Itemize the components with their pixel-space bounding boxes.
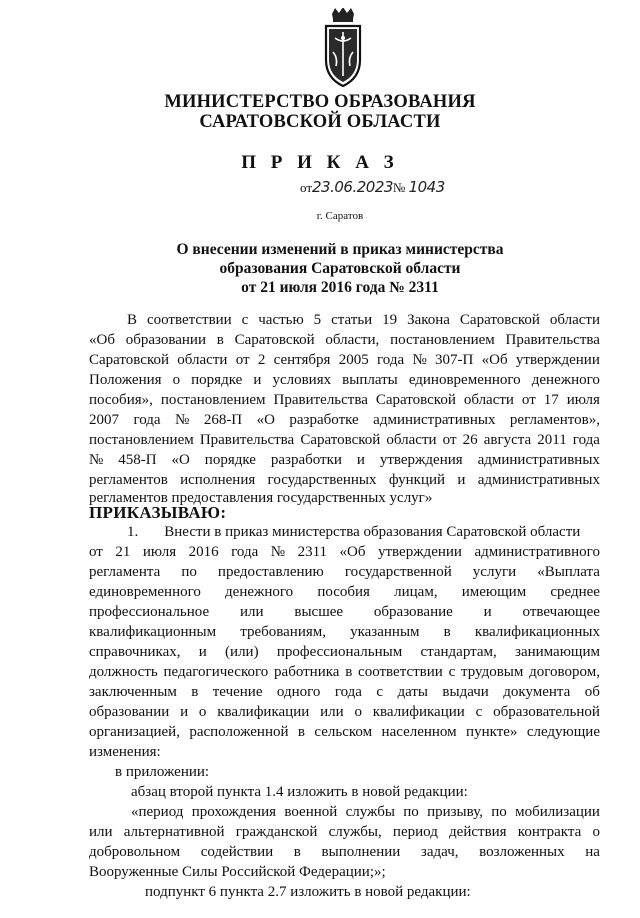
word: добровольном xyxy=(89,844,181,860)
word: и xyxy=(198,644,207,660)
quote-line xyxy=(89,842,600,862)
word: населенном xyxy=(381,724,457,740)
subpoint-line: подпункт 6 пункта 2.7 изложить в новой редакции: xyxy=(145,884,471,900)
word: профессиональным xyxy=(276,644,403,660)
word: выполнении xyxy=(321,844,401,860)
word: соответствии xyxy=(146,312,232,328)
word: услуги xyxy=(472,564,517,580)
word: возложенных xyxy=(479,844,565,860)
word: с xyxy=(376,684,384,700)
word: статьи xyxy=(331,312,373,328)
word: занимающим xyxy=(515,644,600,660)
preamble-line xyxy=(89,350,600,370)
word: 2005 xyxy=(338,352,369,368)
word: регламентов xyxy=(89,472,168,488)
item-1-line xyxy=(89,622,600,642)
word: Саратовской xyxy=(459,312,540,328)
word: в xyxy=(443,624,451,640)
preamble-line: регламентов предоставления государственных услуг» xyxy=(89,490,433,506)
word: сельском xyxy=(314,724,373,740)
word: о xyxy=(354,704,362,720)
word: Саратовской xyxy=(89,352,169,368)
subject-line-2: образования Саратовской области xyxy=(219,260,461,277)
word: по xyxy=(403,804,419,820)
word: регламента xyxy=(89,564,161,580)
word: Правительства xyxy=(199,432,295,448)
word: «Об xyxy=(339,544,366,560)
subject-line-1: О внесении изменений в приказ министерства xyxy=(176,241,504,258)
word: выдачи xyxy=(442,684,489,700)
word: 458-П xyxy=(118,452,157,468)
preamble-line xyxy=(127,310,600,330)
word: 2 xyxy=(257,352,266,368)
word: соответствии xyxy=(358,664,443,680)
word: отвечающее xyxy=(522,604,600,620)
word: требованиям, xyxy=(240,624,326,640)
preamble-line xyxy=(89,330,600,350)
word: административных xyxy=(373,412,496,428)
word: образование xyxy=(373,604,453,620)
word: договором, xyxy=(529,664,600,680)
word: июля xyxy=(142,544,177,560)
word: и xyxy=(457,472,466,488)
word: альтернативной xyxy=(123,824,225,840)
word: образовании xyxy=(89,704,170,720)
word: от xyxy=(521,392,536,408)
word: Закона xyxy=(407,312,450,328)
item-1-line xyxy=(89,562,600,582)
word: даты xyxy=(397,684,428,700)
word: постановлением xyxy=(89,432,194,448)
word: В xyxy=(127,312,138,328)
order-title: П Р И К А З xyxy=(241,152,399,173)
word: задач, xyxy=(420,844,459,860)
word: года xyxy=(133,412,161,428)
word: военной xyxy=(284,804,338,820)
subject-line-3: от 21 июля 2016 года № 2311 xyxy=(241,279,439,296)
coat-of-arms-emblem xyxy=(318,8,368,88)
word: административных xyxy=(477,472,600,488)
word: единовременного xyxy=(408,372,521,388)
word: трудовым xyxy=(460,664,524,680)
preamble-line xyxy=(89,450,600,470)
word: в xyxy=(191,684,199,700)
word: о xyxy=(198,704,207,720)
word: должность xyxy=(89,664,158,680)
word: «период xyxy=(131,804,184,820)
word: Правительства xyxy=(505,332,600,348)
word: Саратовской xyxy=(234,332,315,348)
word: одного xyxy=(276,684,321,700)
word: и xyxy=(356,452,365,468)
word: работника xyxy=(274,664,340,680)
word: документа xyxy=(503,684,571,700)
word: «О xyxy=(256,412,275,428)
word: 2007 xyxy=(89,412,119,428)
word: справочниках, xyxy=(89,644,181,660)
word: утверждении xyxy=(515,352,600,368)
word: года xyxy=(572,432,600,448)
word: административных xyxy=(477,452,600,468)
word: года xyxy=(334,684,362,700)
word: августа xyxy=(483,432,532,448)
word: частью xyxy=(258,312,304,328)
word: и xyxy=(253,372,262,388)
word: 17 xyxy=(543,392,559,408)
word: денежного xyxy=(531,372,600,388)
appendix-intro: в приложении: xyxy=(115,764,210,780)
word: «Об xyxy=(481,352,508,368)
word: 307-П xyxy=(435,352,474,368)
word: высшее xyxy=(294,604,344,620)
item-1-line xyxy=(89,722,600,742)
word: призыву, xyxy=(427,804,483,820)
word: заключенным xyxy=(89,684,177,700)
word: о xyxy=(172,372,181,388)
word: период xyxy=(392,824,438,840)
word: государственной xyxy=(344,564,452,580)
word: в xyxy=(345,664,353,680)
handwritten-date: 23.06.2023 xyxy=(312,178,393,196)
word: с xyxy=(475,704,483,720)
word: от xyxy=(442,432,457,448)
word: пособия», xyxy=(89,392,153,408)
word: с xyxy=(448,664,456,680)
word: указанным xyxy=(350,624,420,640)
preamble-line xyxy=(89,430,600,450)
quote-line xyxy=(89,822,600,842)
word: следующие xyxy=(526,724,600,740)
item-1-line xyxy=(89,602,600,622)
word: по xyxy=(181,564,197,580)
word: порядке xyxy=(191,372,243,388)
item-1-line xyxy=(89,582,600,602)
word: лицам, xyxy=(394,584,438,600)
word: постановлением xyxy=(390,332,495,348)
word: постановлением xyxy=(160,392,266,408)
word: от xyxy=(89,544,103,560)
word: и xyxy=(483,604,492,620)
word: регламентов», xyxy=(509,412,600,428)
word: 2011 xyxy=(537,432,567,448)
word: (или) xyxy=(225,644,259,660)
word: 26 xyxy=(462,432,478,448)
word: квалификации xyxy=(372,704,465,720)
city-label: г. Саратов xyxy=(316,210,364,222)
word: Правительства xyxy=(273,392,368,408)
word: службы xyxy=(345,804,395,820)
word: квалификационным xyxy=(89,624,217,640)
word: образовании xyxy=(125,332,206,348)
word: течение xyxy=(212,684,263,700)
word: «Выплата xyxy=(537,564,600,580)
word: области xyxy=(386,432,437,448)
word: предоставлению xyxy=(217,564,324,580)
quote-line xyxy=(131,802,600,822)
preamble-line xyxy=(89,390,600,410)
word: Саратовской xyxy=(300,432,381,448)
ministry-name-line-2: САРАТОВСКОЙ ОБЛАСТИ xyxy=(199,112,441,132)
word: области xyxy=(549,312,600,328)
date-prefix: от xyxy=(300,180,313,195)
word: функций xyxy=(388,472,446,488)
word: Положения xyxy=(89,372,162,388)
word: июля xyxy=(566,392,600,408)
word: пункте» xyxy=(466,724,518,740)
item-1-line xyxy=(89,542,600,562)
quote-line: Вооруженные Силы Российской Федерации;»; xyxy=(89,864,386,880)
word: службы, xyxy=(328,824,382,840)
word: № xyxy=(89,452,104,468)
word: единовременного xyxy=(89,584,201,600)
item-1-first-line xyxy=(127,522,600,542)
preamble-line xyxy=(89,410,600,430)
item-1-line xyxy=(89,642,600,662)
word: в xyxy=(297,724,306,740)
word: организацией, xyxy=(89,724,180,740)
word: Саратовской xyxy=(375,392,456,408)
word: или xyxy=(89,824,113,840)
word: образовательной xyxy=(493,704,600,720)
item-1-text: Внести в приказ министерства образования Саратовской области xyxy=(164,524,581,540)
word: на xyxy=(585,844,600,860)
word: 268-П xyxy=(203,412,243,428)
word: расположенной xyxy=(189,724,289,740)
item-1-line: изменения: xyxy=(89,744,161,760)
word: или xyxy=(239,604,264,620)
word: квалификации xyxy=(217,704,310,720)
word: государственных xyxy=(267,472,377,488)
word: 2016 xyxy=(188,544,219,560)
word: прохождения xyxy=(191,804,277,820)
word: контракта xyxy=(517,824,582,840)
word: денежного xyxy=(225,584,294,600)
word: 2311 xyxy=(297,544,328,560)
preamble-line xyxy=(89,470,600,490)
appendix-paragraph: абзац второй пункта 1.4 изложить в новой редакции: xyxy=(131,784,468,800)
word: порядке xyxy=(204,452,256,468)
word: гражданской xyxy=(235,824,318,840)
word: квалификационных xyxy=(474,624,600,640)
word: об xyxy=(584,684,600,700)
word: № xyxy=(270,544,286,560)
word: № xyxy=(175,412,190,428)
word: или xyxy=(320,704,344,720)
word: профессиональное xyxy=(89,604,210,620)
word: стандартам, xyxy=(420,644,497,660)
word: действия xyxy=(449,824,507,840)
word: мобилизации xyxy=(515,804,600,820)
word: «О xyxy=(171,452,190,468)
word: области xyxy=(177,352,228,368)
word: 5 xyxy=(313,312,322,328)
word: в xyxy=(216,332,224,348)
word: сентября xyxy=(273,352,331,368)
item-1-number: 1. xyxy=(127,524,139,540)
word: утверждении xyxy=(377,544,462,560)
word: области xyxy=(463,392,514,408)
word: «Об xyxy=(89,332,115,348)
word: административного xyxy=(474,544,600,560)
word: по xyxy=(491,804,507,820)
item-1-line xyxy=(89,662,600,682)
word: условиях xyxy=(272,372,332,388)
order-date-number xyxy=(300,178,445,196)
item-1-line xyxy=(89,682,600,702)
ministry-name-line-1: МИНИСТЕРСТВО ОБРАЗОВАНИЯ xyxy=(164,92,476,112)
preamble-line xyxy=(89,370,600,390)
number-prefix: № xyxy=(392,180,406,195)
word: исполнения xyxy=(180,472,256,488)
word: и xyxy=(180,704,189,720)
handwritten-number: 1043 xyxy=(408,178,445,196)
word: содействии xyxy=(200,844,274,860)
word: пособия xyxy=(317,584,370,600)
word: о xyxy=(592,824,600,840)
word: № xyxy=(412,352,427,368)
word: 19 xyxy=(382,312,398,328)
word: имеющим xyxy=(461,584,527,600)
word: выплаты xyxy=(342,372,398,388)
word: года xyxy=(231,544,259,560)
word: утверждения xyxy=(379,452,463,468)
word: 21 xyxy=(115,544,131,560)
order-directive: ПРИКАЗЫВАЮ: xyxy=(89,503,227,522)
word: года xyxy=(377,352,405,368)
word: в xyxy=(293,844,301,860)
item-1-line xyxy=(89,702,600,722)
word: педагогического xyxy=(163,664,269,680)
word: от xyxy=(235,352,250,368)
word: разработки xyxy=(270,452,342,468)
word: области, xyxy=(325,332,380,348)
word: среднее xyxy=(550,584,600,600)
word: с xyxy=(241,312,249,328)
word: разработке xyxy=(289,412,359,428)
